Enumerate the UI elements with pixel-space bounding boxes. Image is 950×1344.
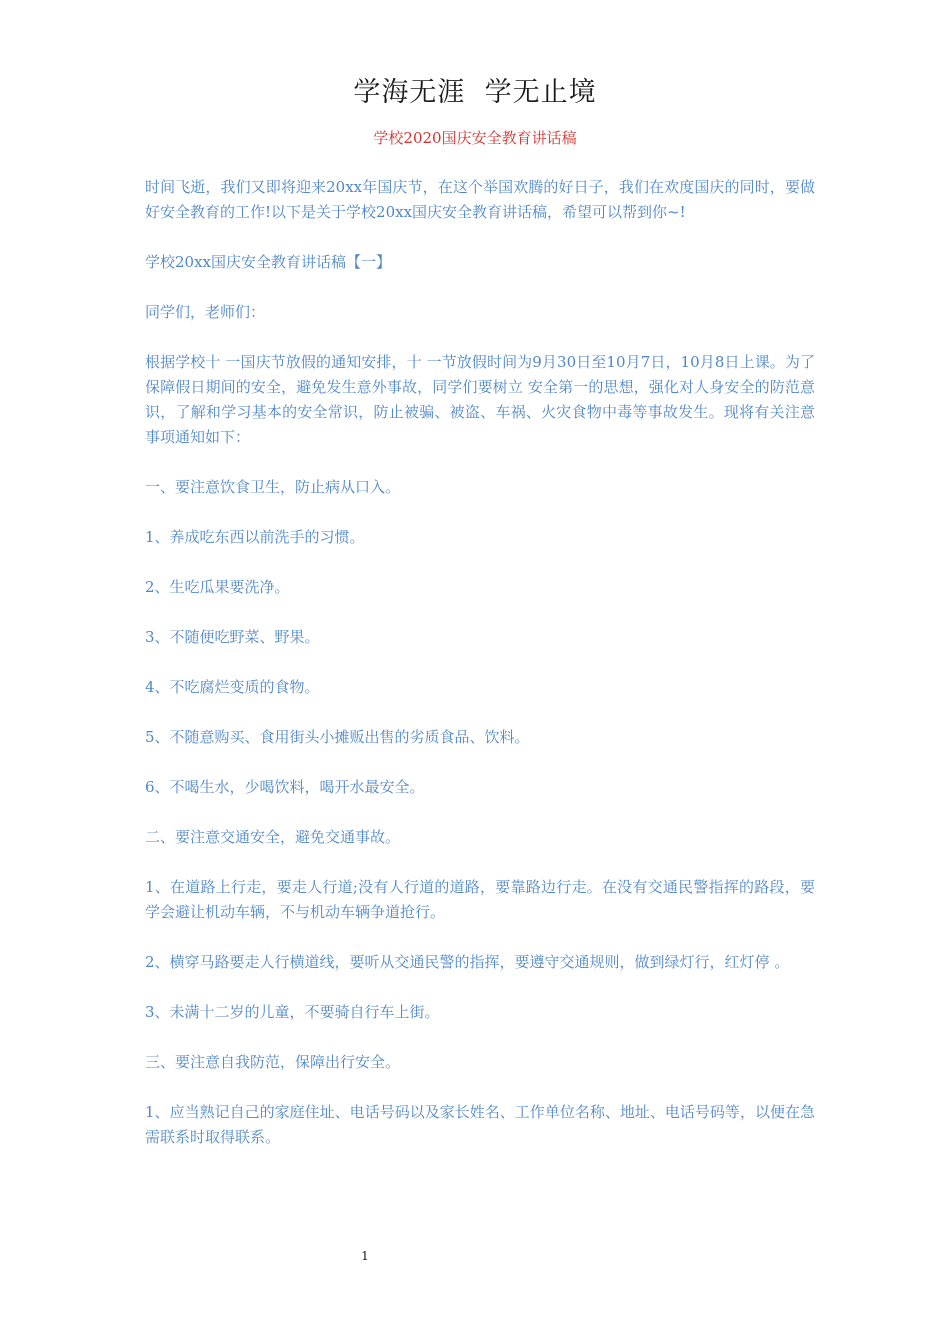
- paragraph-item: 三、要注意自我防范，保障出行安全。: [145, 1053, 401, 1071]
- document-body: [145, 175, 815, 1175]
- header-title: 学海无涯 学无止境: [353, 77, 597, 108]
- paragraph-salutation: 同学们，老师们：: [145, 303, 266, 321]
- paragraph-item: 3、不随便吃野菜、野果。: [145, 628, 320, 646]
- paragraph-item: 2、横穿马路要走人行横道线，要听从交通民警的指挥，要遵守交通规则，做到绿灯行，红灯停 。: [145, 953, 790, 971]
- paragraph-item: 4、不吃腐烂变质的食物。: [145, 678, 320, 696]
- paragraph-intro: 时间飞逝，我们又即将迎来20xx年国庆节，在这个举国欢腾的好日子，我们在欢度国庆的同时，要做好安全教育的工作!以下是关于学校20xx国庆安全教育讲话稿，希望可以帮到你~!: [145, 178, 815, 221]
- paragraph-item: 1、应当熟记自己的家庭住址、电话号码以及家长姓名、工作单位名称、地址、电话号码等，以便在急需联系时取得联系。: [145, 1103, 815, 1146]
- paragraph-item: 5、不随意购买、食用街头小摊贩出售的劣质食品、饮料。: [145, 728, 530, 746]
- paragraph-item: 2、生吃瓜果要洗净。: [145, 578, 290, 596]
- paragraph-item: 二、要注意交通安全，避免交通事故。: [145, 828, 401, 846]
- paragraph-item: 一、要注意饮食卫生，防止病从口入。: [145, 478, 401, 496]
- paragraph-item: 1、养成吃东西以前洗手的习惯。: [145, 528, 365, 546]
- page-number: 1: [361, 1249, 369, 1263]
- paragraph-item: 3、未满十二岁的儿童，不要骑自行车上街。: [145, 1003, 440, 1021]
- paragraph-notice: 根据学校十 一国庆节放假的通知安排，十 一节放假时间为9月30日至10月7日，10月8日上课。为了保障假日期间的安全，避免发生意外事故，同学们要树立 安全第一的思想，强化对人身安全的防范意识，了解和学习基本的安全常识，防止被骗、被盗、车祸、火灾食物中毒等事故发生。现将有关注意事项通知如下：: [145, 353, 815, 446]
- paragraph-item: 1、在道路上行走，要走人行道;没有人行道的道路，要靠路边行走。在没有交通民警指挥的路段，要学会避让机动车辆，不与机动车辆争道抢行。: [145, 878, 815, 921]
- document-title: 学校2020国庆安全教育讲话稿: [373, 129, 577, 147]
- paragraph-item: 6、不喝生水，少喝饮料，喝开水最安全。: [145, 778, 425, 796]
- paragraph-section-heading: 学校20xx国庆安全教育讲话稿【一】: [145, 253, 392, 271]
